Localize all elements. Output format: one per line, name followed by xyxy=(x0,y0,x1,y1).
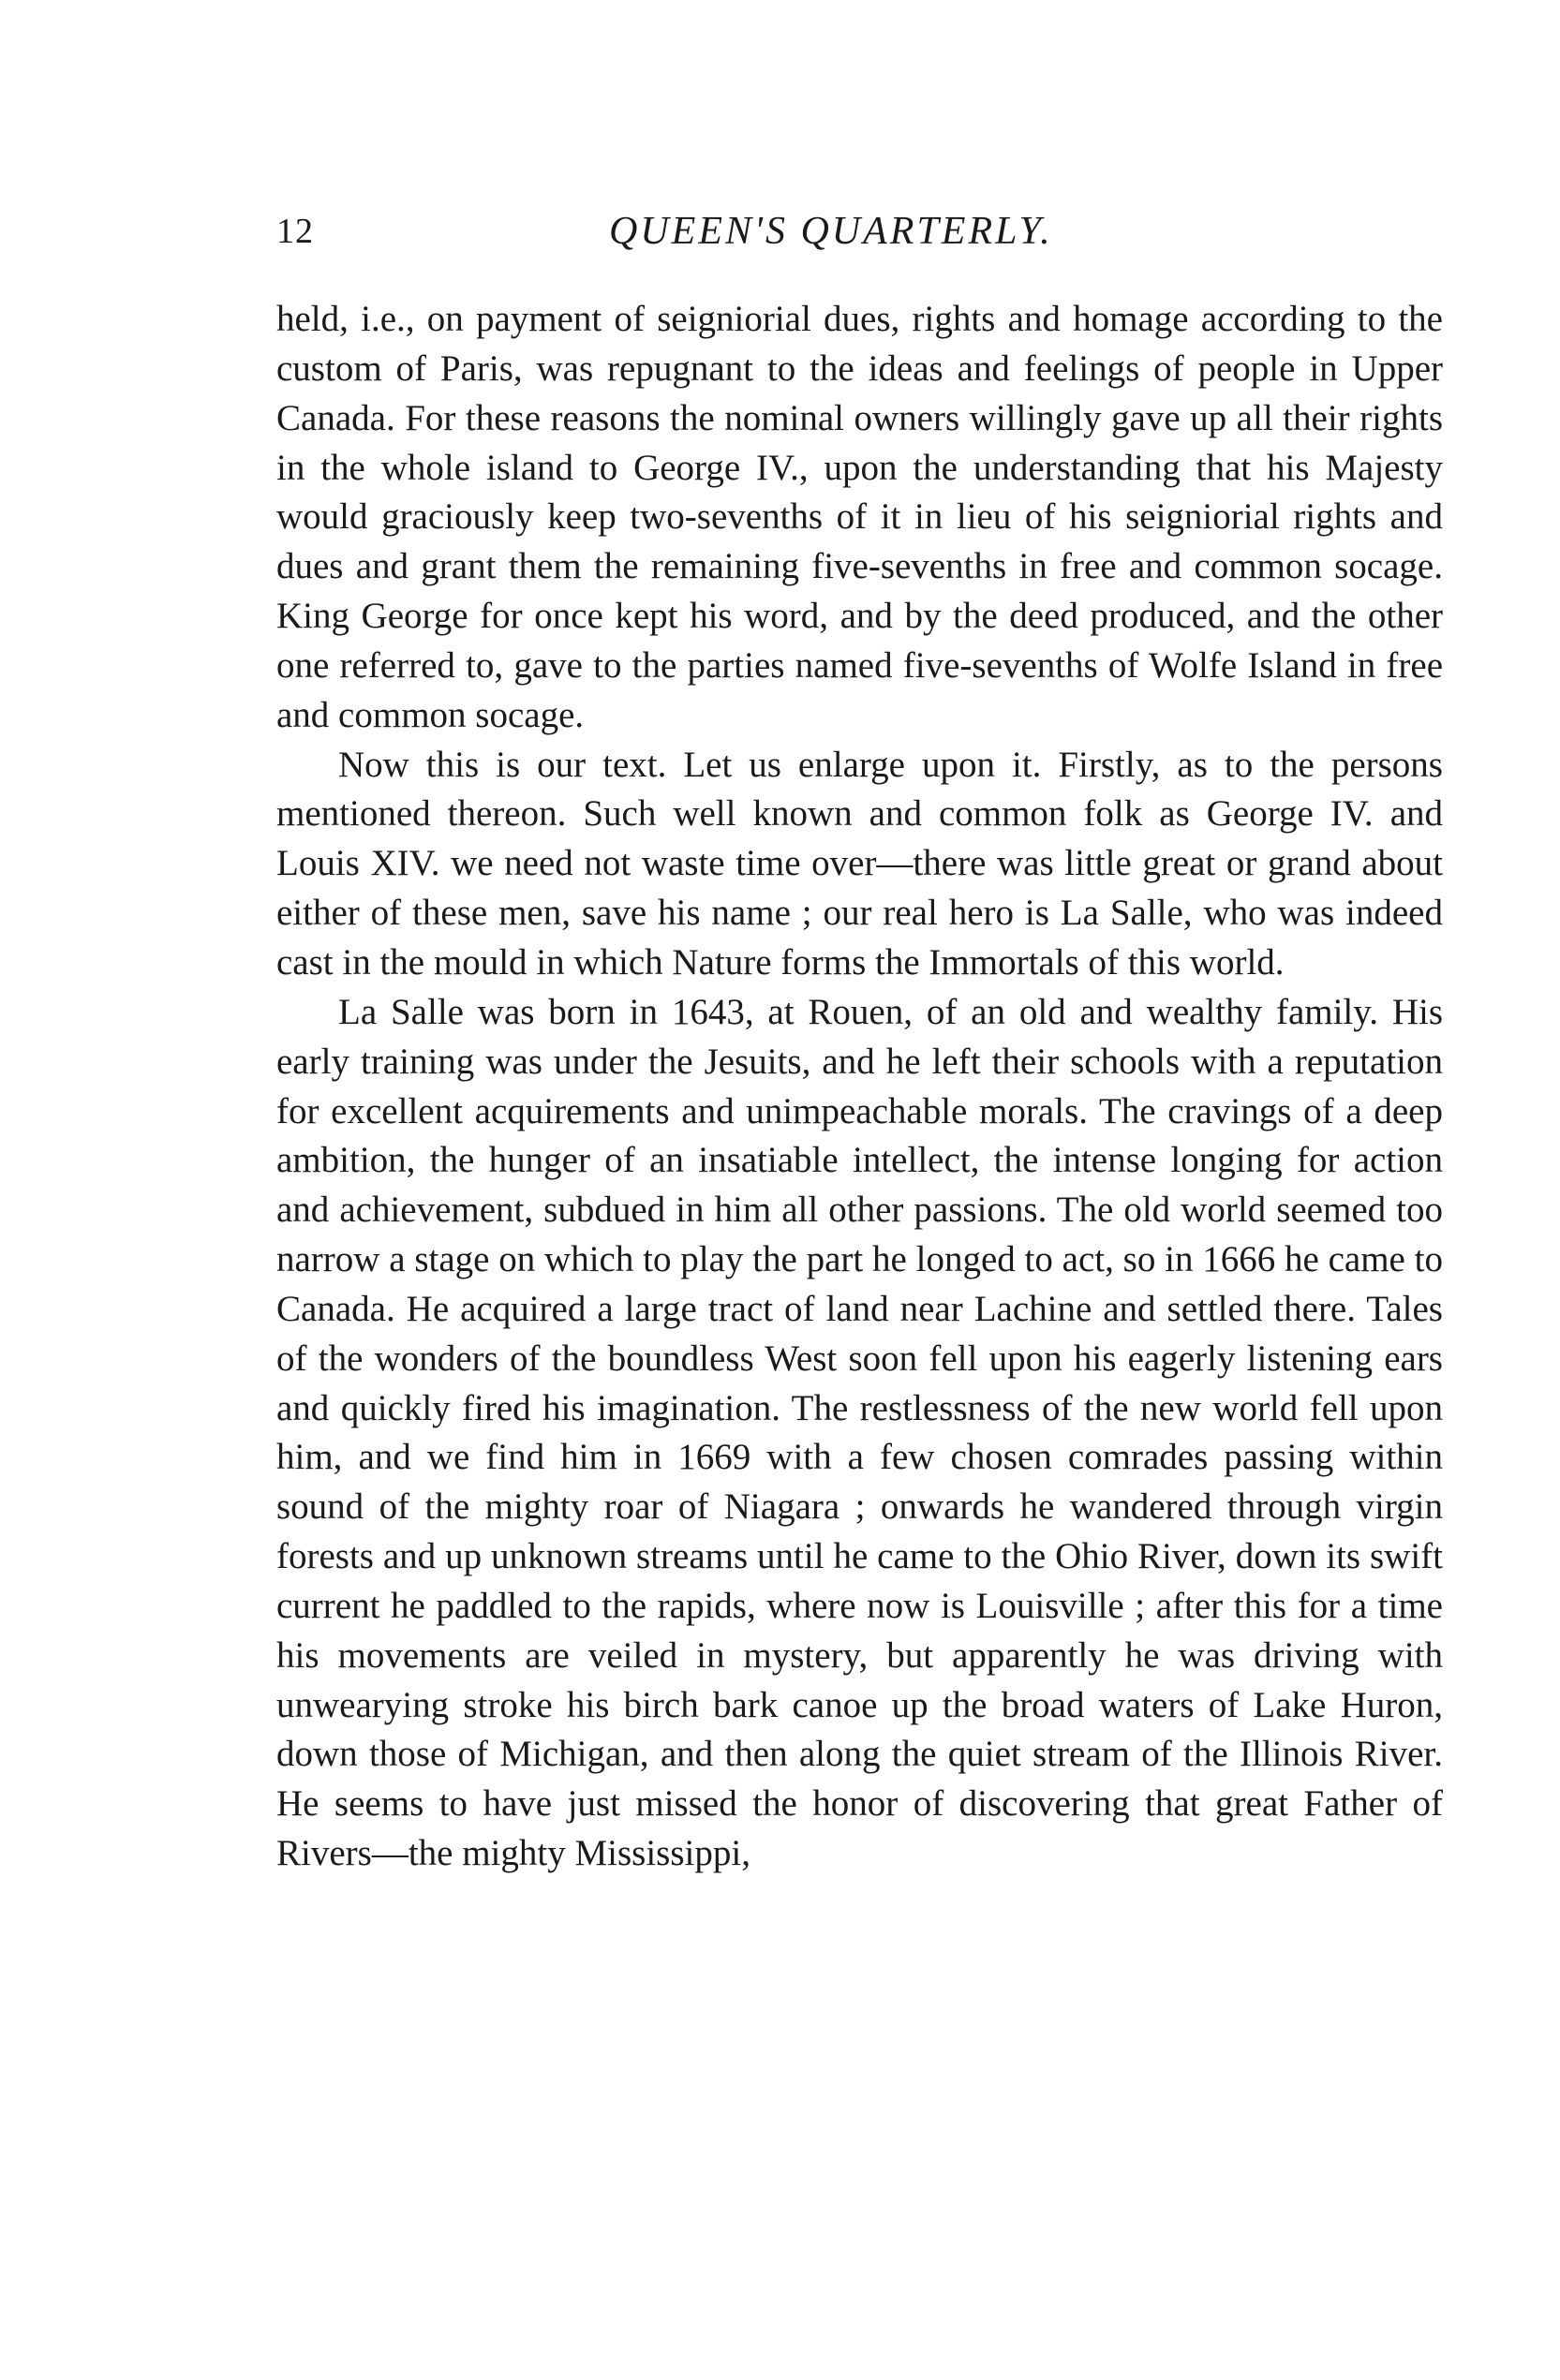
running-head xyxy=(276,201,1443,276)
paragraph-continuation: held, i.e., on payment of seigniorial dues, rights and homage according to the custom of Paris, was repugnant to the ideas and feelings of people in Upper Canada. For these reasons the nominal owners willingly gave up all their rights in the whole island to George IV., upon the understanding that his Majesty would graciously keep two-sevenths of it in lieu of his seigniorial rights and dues and grant them the remaining five-sevenths in free and common socage. King George for once kept his word, and by the deed produced, and the other one referred to, gave to the parties named five-sevenths of Wolfe Island in free and common socage. xyxy=(276,299,1443,735)
journal-title: QUEEN'S QUARTERLY. xyxy=(609,210,1053,253)
paragraph-la-salle: La Salle was born in 1643, at Rouen, of an old and wealthy family. His early training was under the Jesuits, and he left their schools with a reputation for excellent acquirements and unimpeachable morals. The cravings of a deep ambition, the hunger of an insatiable intellect, the intense longing for action and achievement, subdued in him all other passions. The old world seemed too narrow a stage on which to play the part he longed to act, so in 1666 he came to Canada. He acquired a large tract of land near Lachine and settled there. Tales of the wonders of the boundless West soon fell upon his eagerly listening ears and quickly fired his imagination. The restlessness of the new world fell upon him, and we find him in 1669 with a few chosen comrades passing within sound of the mighty roar of Niagara ; onwards he wandered through virgin forests and up unknown streams until he came to the Ohio River, down its swift current he paddled to the rapids, where now is Louisville ; after this for a time his movements are veiled in mystery, but apparently he was driving with unwearying stroke his birch bark canoe up the broad waters of Lake Huron, down those of Michigan, and then along the quiet stream of the Illinois River. He seems to have just missed the honor of discovering that great Father of Rivers—the mighty Mississippi, xyxy=(276,991,1443,1874)
document-page xyxy=(276,201,1443,2243)
body-text xyxy=(276,295,1443,1879)
page-number: 12 xyxy=(276,212,314,251)
paragraph-text: Now this is our text. Let us enlarge upon it. Firstly, as to the persons mentioned thereon. Such well known and common folk as George IV. and Louis XIV. we need not waste time over—there was little great or grand about either of these men, save his name ; our real hero is La Salle, who was indeed cast in the mould in which Nature forms the Immortals of this world. xyxy=(276,744,1443,983)
